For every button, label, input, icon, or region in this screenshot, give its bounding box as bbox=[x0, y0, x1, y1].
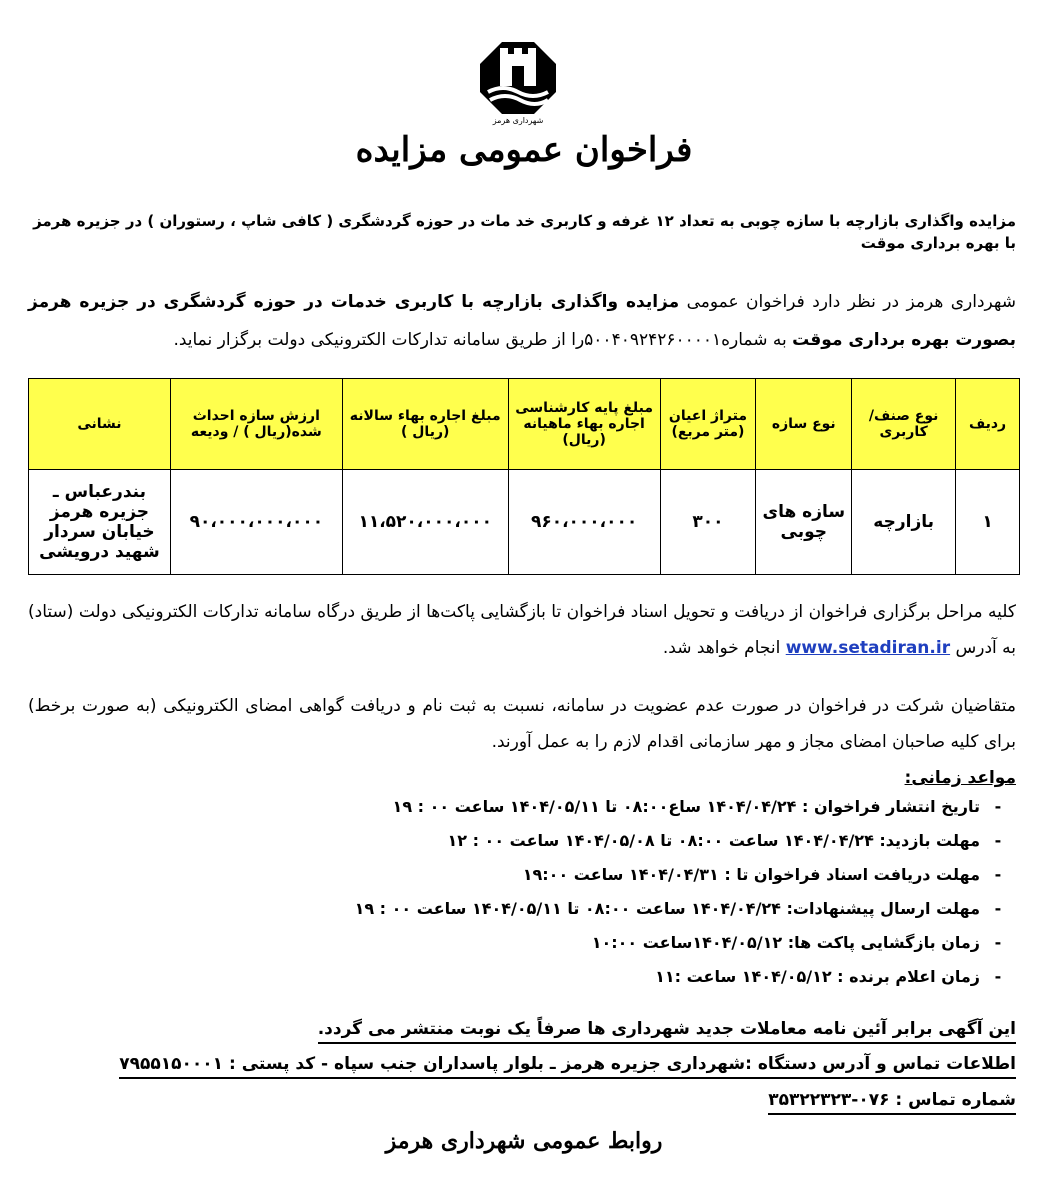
address: بندرعباس ـ جزیره هرمز خیابان سردار شهید درویشی bbox=[29, 470, 171, 575]
auction-subject: مزایده واگذاری بازارچه با سازه چوبی به تعداد ۱۲ غرفه و کاربری خد مات در حوزه گردشگری ( کافی شاپ ، رستوران ) در جزیره هرمز با بهره برداری موقت bbox=[33, 212, 1016, 252]
bullet-dash: - bbox=[994, 967, 1002, 986]
logo-caption: شهرداری هرمز bbox=[492, 116, 544, 125]
process-text-2: انجام خواهد شد. bbox=[662, 638, 786, 658]
bullet-dash: - bbox=[994, 933, 1002, 952]
bullet-dash: - bbox=[994, 797, 1002, 816]
contact-info: اطلاعات تماس و آدرس دستگاه :شهرداری جزیره هرمز ـ بلوار پاسداران جنب سپاه - کد پستی : ۷۹۵۵۱۵۰۰۰۱ bbox=[119, 1051, 1016, 1079]
column-header: ارزش سازه احداث شده(ریال ) / ودیعه bbox=[170, 379, 342, 470]
table-header-row bbox=[29, 379, 1020, 470]
schedule-item-text: زمان اعلام برنده : ۱۴۰۴/۰۵/۱۲ ساعت :۱۱ bbox=[655, 967, 980, 986]
bullet-dash: - bbox=[994, 865, 1002, 884]
process-text-1: کلیه مراحل برگزاری فراخوان از دریافت و تحویل اسناد فراخوان تا بازگشایی پاکت‌ها از طریق درگاه سامانه تدارکات الکترونیکی دولت (ستاد) به آدرس bbox=[28, 602, 1016, 658]
schedule-item-text: مهلت دریافت اسناد فراخوان تا : ۱۴۰۴/۰۴/۳۱ ساعت ۱۹:۰۰ bbox=[522, 865, 980, 884]
schedule-list bbox=[28, 790, 1016, 994]
area-value: ۳۰۰ bbox=[660, 470, 756, 575]
usage-type: بازارچه bbox=[852, 470, 956, 575]
intro-text-1: شهرداری هرمز در نظر دارد فراخوان عمومی bbox=[679, 292, 1017, 312]
process-paragraph bbox=[28, 594, 1016, 666]
schedule-item-text: تاریخ انتشار فراخوان : ۱۴۰۴/۰۴/۲۴ ساع۰۸:۰۰ تا ۱۴۰۴/۰۵/۱۱ ساعت ۰۰ : ۱۹ bbox=[392, 797, 980, 816]
schedule-item-text: مهلت ارسال پیشنهادات: ۱۴۰۴/۰۴/۲۴ ساعت ۰۸:۰۰ تا ۱۴۰۴/۰۵/۱۱ ساعت ۰۰ : ۱۹ bbox=[354, 899, 980, 918]
column-header: ردیف bbox=[956, 379, 1020, 470]
page-title: فراخوان عمومی مزایده bbox=[355, 130, 693, 170]
list-item bbox=[28, 960, 1016, 994]
structure-type: سازه های چوبی bbox=[756, 470, 852, 575]
intro-paragraph bbox=[28, 283, 1016, 359]
column-header: نوع صنف/کاربری bbox=[852, 379, 956, 470]
structure-value: ۹۰،۰۰۰،۰۰۰،۰۰۰ bbox=[170, 470, 342, 575]
bullet-dash: - bbox=[994, 899, 1002, 918]
requirements-paragraph: متقاضیان شرکت در فراخوان در صورت عدم عضویت در سامانه، نسبت به ثبت نام و دریافت گواهی امضای الکترونیکی (به صورت برخط) برای کلیه صاحبان امضای مجاز و مهر سازمانی اقدام لازم را به عمل آورند. bbox=[28, 696, 1016, 752]
table-row bbox=[29, 470, 1020, 575]
bullet-dash: - bbox=[994, 831, 1002, 850]
intro-text-2: به شماره۵۰۰۴۰۹۲۴۲۶۰۰۰۰۱را از طریق سامانه تدارکات الکترونیکی دولت برگزار نماید. bbox=[173, 330, 793, 350]
monthly-rent: ۹۶۰،۰۰۰،۰۰۰ bbox=[508, 470, 660, 575]
column-header: متراژ اعیان (متر مربع) bbox=[660, 379, 756, 470]
column-header: مبلغ اجاره بهاء سالانه (ریال ) bbox=[342, 379, 508, 470]
auction-table bbox=[28, 378, 1020, 575]
municipality-logo bbox=[478, 40, 558, 132]
column-header: نوع سازه bbox=[756, 379, 852, 470]
row-number: ۱ bbox=[956, 470, 1020, 575]
footer-signature: روابط عمومی شهرداری هرمز bbox=[385, 1128, 663, 1154]
yearly-rent: ۱۱،۵۲۰،۰۰۰،۰۰۰ bbox=[342, 470, 508, 575]
setadiran-link[interactable]: www.setadiran.ir bbox=[785, 638, 951, 658]
schedule-heading: مواعد زمانی: bbox=[904, 768, 1016, 788]
column-header: مبلغ پایه کارشناسی اجاره بهاء ماهیانه (ریال) bbox=[508, 379, 660, 470]
phone-number: شماره تماس : ۰۷۶-۳۵۳۲۲۳۲۳ bbox=[768, 1087, 1016, 1115]
publication-notice: این آگهی برابر آئین نامه معاملات جدید شهرداری ها صرفاً یک نوبت منتشر می گردد. bbox=[318, 1016, 1016, 1044]
column-header: نشانی bbox=[29, 379, 171, 470]
schedule-item-text: زمان بازگشایی پاکت ها: ۱۴۰۴/۰۵/۱۲ساعت ۱۰:۰۰ bbox=[591, 933, 980, 952]
castle-wave-icon bbox=[478, 40, 558, 116]
schedule-item-text: مهلت بازدید: ۱۴۰۴/۰۴/۲۴ ساعت ۰۸:۰۰ تا ۱۴۰۴/۰۵/۰۸ ساعت ۰۰ : ۱۲ bbox=[447, 831, 980, 850]
intro-text-bold: مزایده واگذاری بازارچه با کاربری خدمات در حوزه گردشگری در جزیره هرمز بصورت بهره برداری موقت bbox=[28, 292, 1016, 350]
